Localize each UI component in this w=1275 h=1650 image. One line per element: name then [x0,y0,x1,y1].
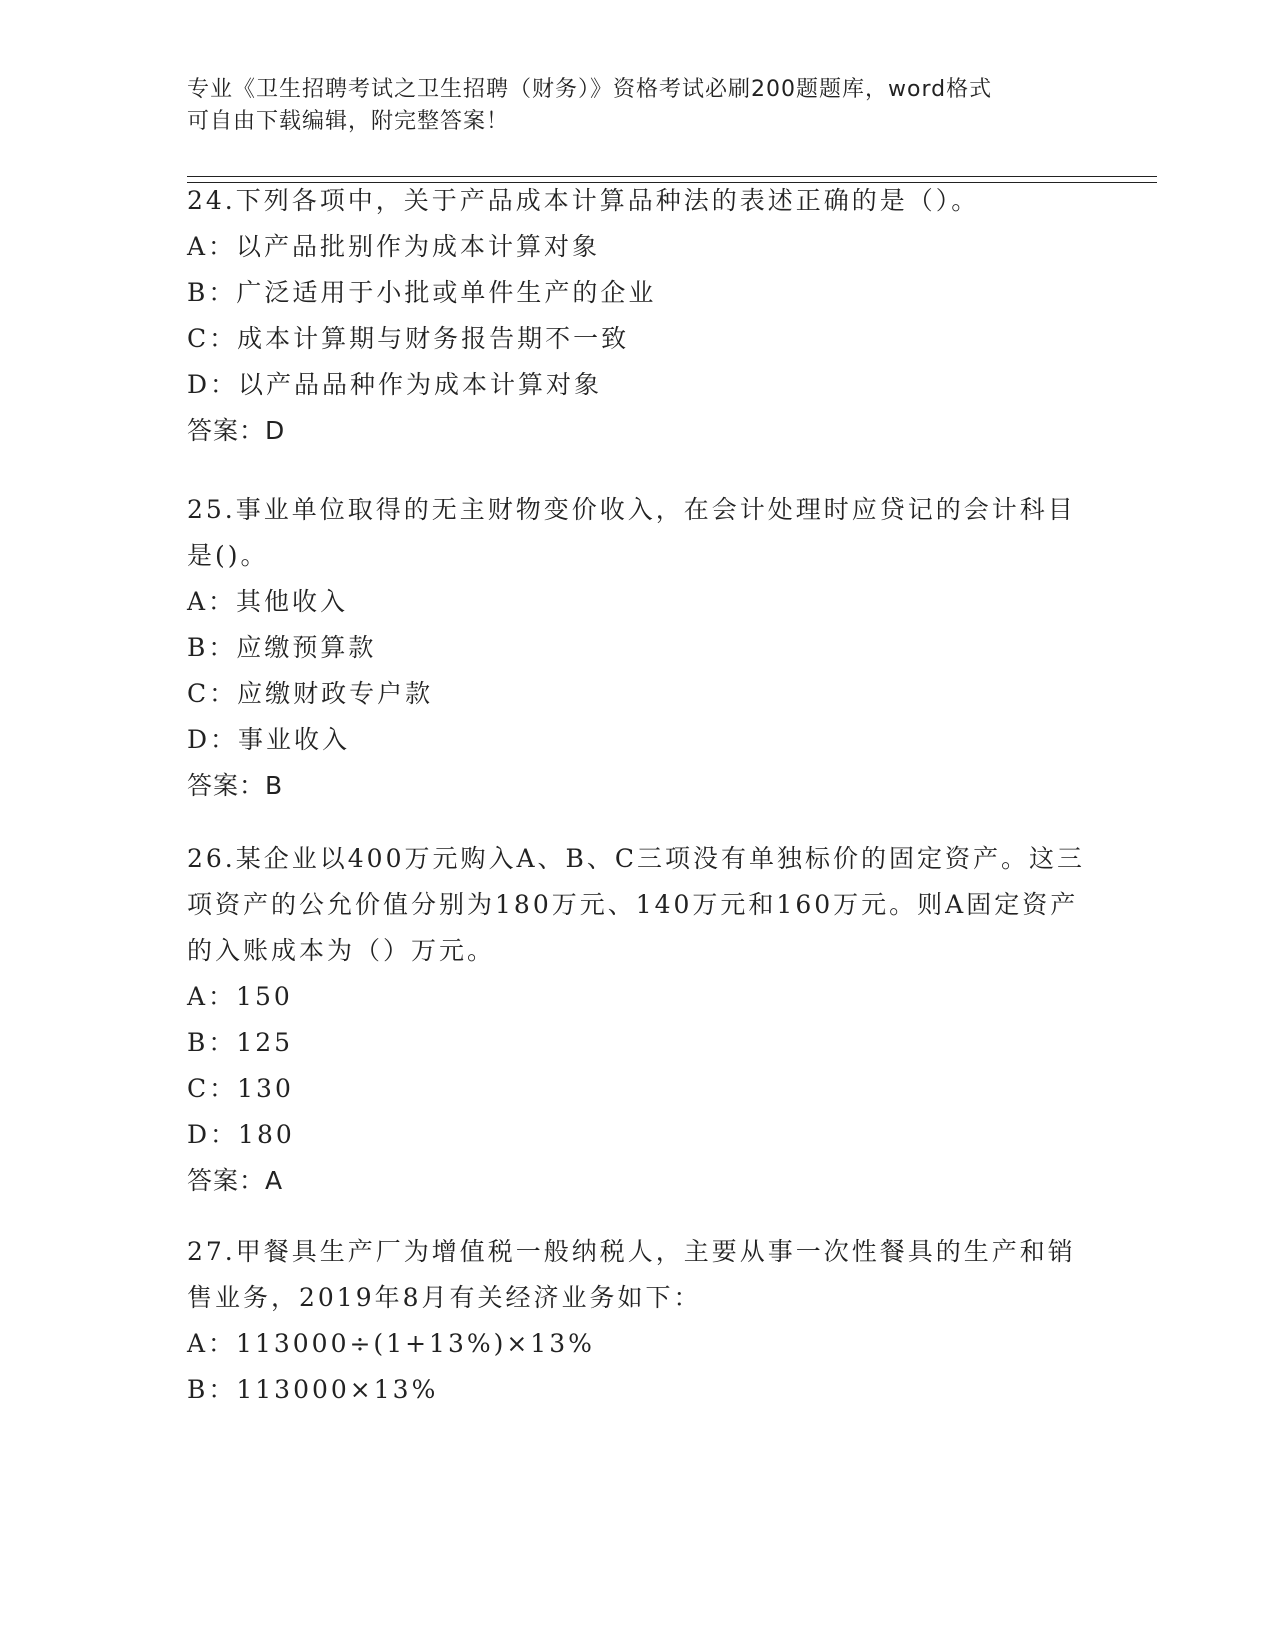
option-b: B：广泛适用于小批或单件生产的企业 [187,278,657,307]
option-c: C：应缴财政专户款 [187,679,434,708]
answer-label: 答案：A [187,1166,284,1195]
document-header [187,74,1087,138]
answer-label: 答案：D [187,416,286,445]
header-line-1: 专业《卫生招聘考试之卫生招聘（财务）》资格考试必刷200题题库，word格式 [187,77,993,102]
question-stem: 25.事业单位取得的无主财物变价收入，在会计处理时应贷记的会计科目是()。 [187,495,1076,570]
option-a: A：以产品批别作为成本计算对象 [187,232,601,261]
question-25 [187,487,1087,809]
option-c: C：130 [187,1074,294,1103]
question-stem: 24.下列各项中，关于产品成本计算品种法的表述正确的是（）。 [187,186,980,215]
question-stem: 26.某企业以400万元购入A、B、C三项没有单独标价的固定资产。这三项资产的公允价值分别为180万元、140万元和160万元。则A固定资产的入账成本为（）万元。 [187,844,1086,965]
option-d: D：180 [187,1120,295,1149]
question-26 [187,836,1087,1204]
option-a: A：113000÷(1+13%)×13% [187,1329,595,1358]
question-stem: 27.甲餐具生产厂为增值税一般纳税人，主要从事一次性餐具的生产和销售业务，2019年8月有关经济业务如下： [187,1237,1076,1312]
option-b: B：113000×13% [187,1375,439,1404]
option-d: D：事业收入 [187,725,351,754]
question-27 [187,1229,1087,1413]
option-b: B：125 [187,1028,294,1057]
header-line-2: 可自由下载编辑，附完整答案！ [187,109,510,134]
option-c: C：成本计算期与财务报告期不一致 [187,324,630,353]
option-b: B：应缴预算款 [187,633,377,662]
question-24 [187,178,1087,454]
option-d: D：以产品品种作为成本计算对象 [187,370,603,399]
answer-label: 答案：B [187,771,284,800]
option-a: A：其他收入 [187,587,349,616]
option-a: A：150 [187,982,293,1011]
header-divider-top [187,176,1157,177]
